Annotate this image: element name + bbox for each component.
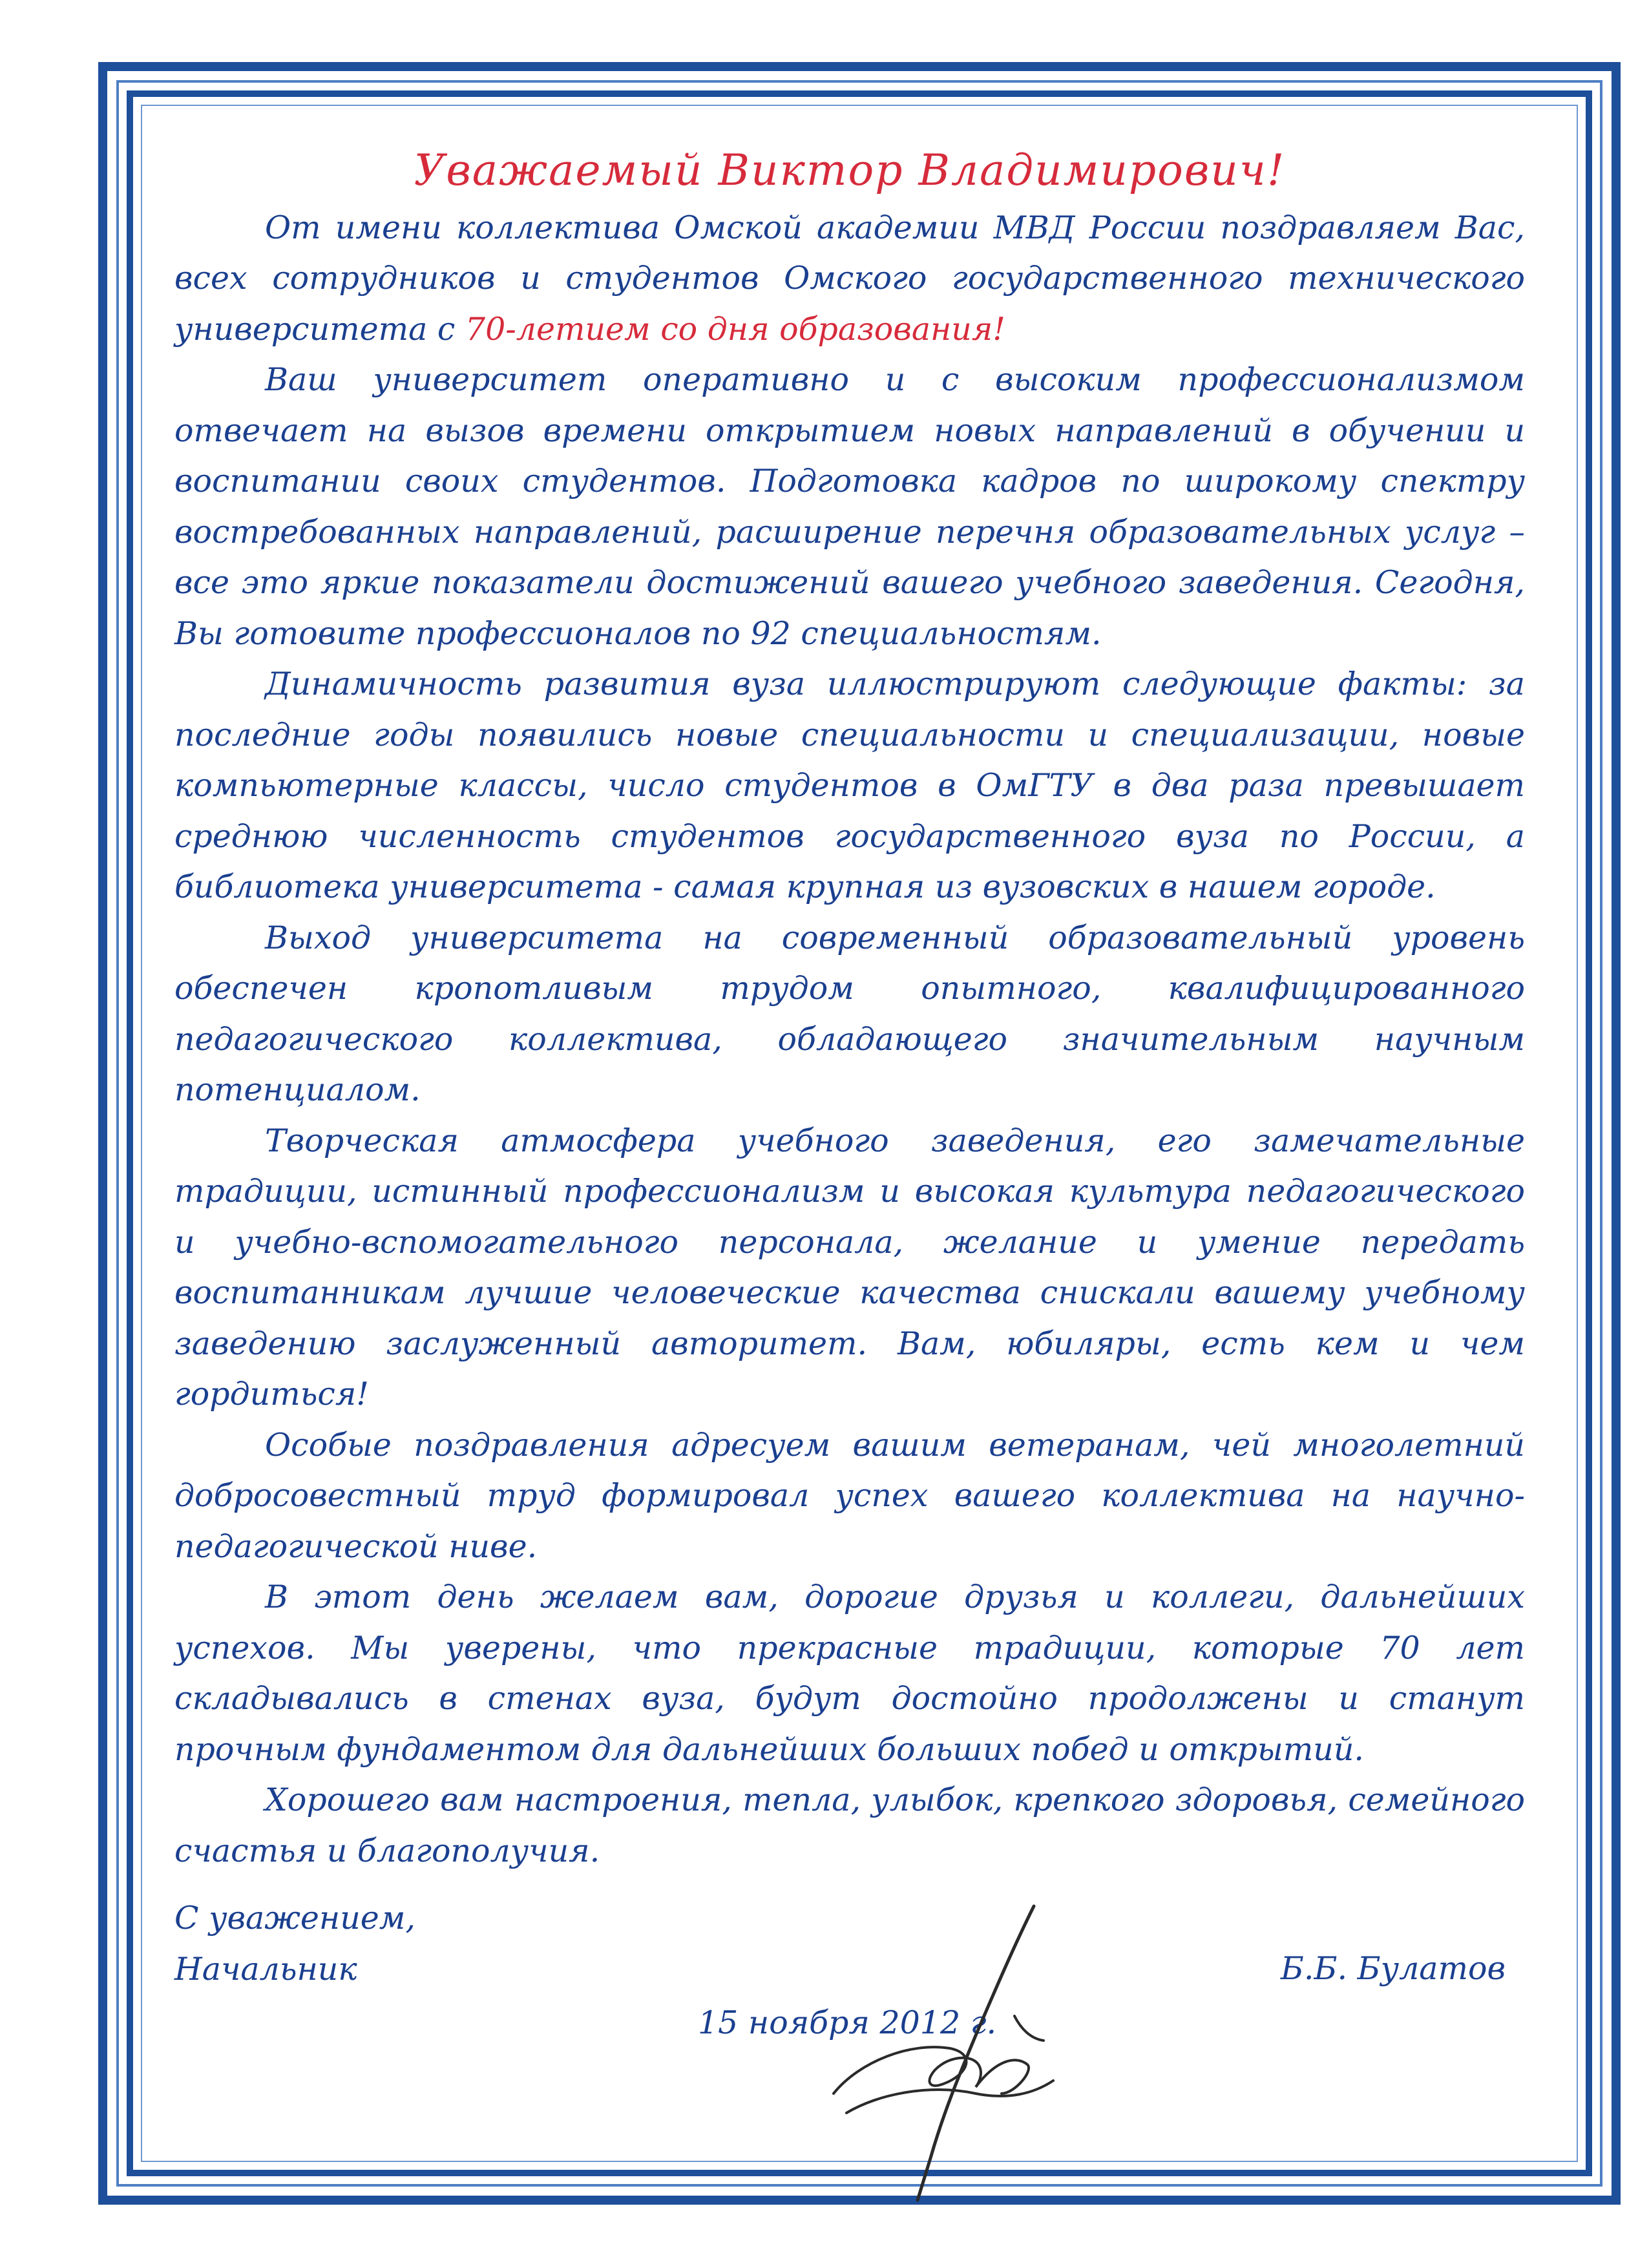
signer-name: Б.Б. Булатов [1280, 1950, 1506, 1987]
greeting: Уважаемый Виктор Владимирович! [414, 145, 1286, 195]
position-line: Начальник [174, 1950, 357, 1988]
anniversary-highlight: 70-летием со дня образования! [465, 310, 1006, 348]
closing-left [174, 1893, 415, 1995]
paragraph-4: Выход университета на современный образовательный уровень обеспечен кропотливым трудом опытного, квалифицированного педагогического коллектива, обладающего значительным научным потенциалом. [174, 919, 1525, 1108]
letter-body [174, 145, 1525, 2068]
regards-line: С уважением, [174, 1900, 415, 1937]
paragraph-5: Творческая атмосфера учебного заведения, его замечательные традиции, истинный профессионализм и высокая культура педагогического и учебно-вспомогательного персонала, желание и умение передать воспитанникам лучшие человеческие качества снискали вашему учебному заведению заслуженный авторитет. Вам, юбиляры, есть кем и чем гордиться! [174, 1122, 1525, 1412]
paragraph-7: В этот день желаем вам, дорогие друзья и коллеги, дальнейших успехов. Мы уверены, что прекрасные традиции, которые 70 лет складывались в стенах вуза, будут достойно продолжены и станут прочным фундаментом для дальнейших больших побед и открытий. [174, 1579, 1525, 1768]
letter-date: 15 ноября 2012 г. [698, 2004, 997, 2041]
paragraph-1-text: От имени коллектива Омской академии МВД России поздравляем Вас, всех сотрудников и студентов Омского государственного технического университета с [174, 209, 1525, 348]
paragraph-2: Ваш университет оперативно и с высоким профессионализмом отвечает на вызов времени открытием новых направлений в обучении и воспитании своих студентов. Подготовка кадров по широкому спектру востребованных направлений, расширение перечня образовательных услуг – все это яркие показатели достижений вашего учебного заведения. Сегодня, Вы готовите профессионалов по 92 специальностям. [174, 361, 1525, 652]
handwritten-signature [821, 1900, 1144, 2203]
paragraph-3: Динамичность развития вуза иллюстрируют следующие факты: за последние годы появились новые специальности и специализации, новые компьютерные классы, число студентов в ОмГТУ в два раза превышает среднюю численность студентов государственного вуза по России, а библиотека университета - самая крупная из вузовских в нашем городе. [174, 666, 1525, 905]
paragraph-8: Хорошего вам настроения, тепла, улыбок, крепкого здоровья, семейного счастья и благополучия. [174, 1781, 1525, 1869]
paragraph-1 [174, 203, 1525, 355]
paragraph-6: Особые поздравления адресуем вашим ветеранам, чей многолетний добросовестный труд формировал успех вашего коллектива на научно-педагогической ниве. [174, 1426, 1525, 1565]
